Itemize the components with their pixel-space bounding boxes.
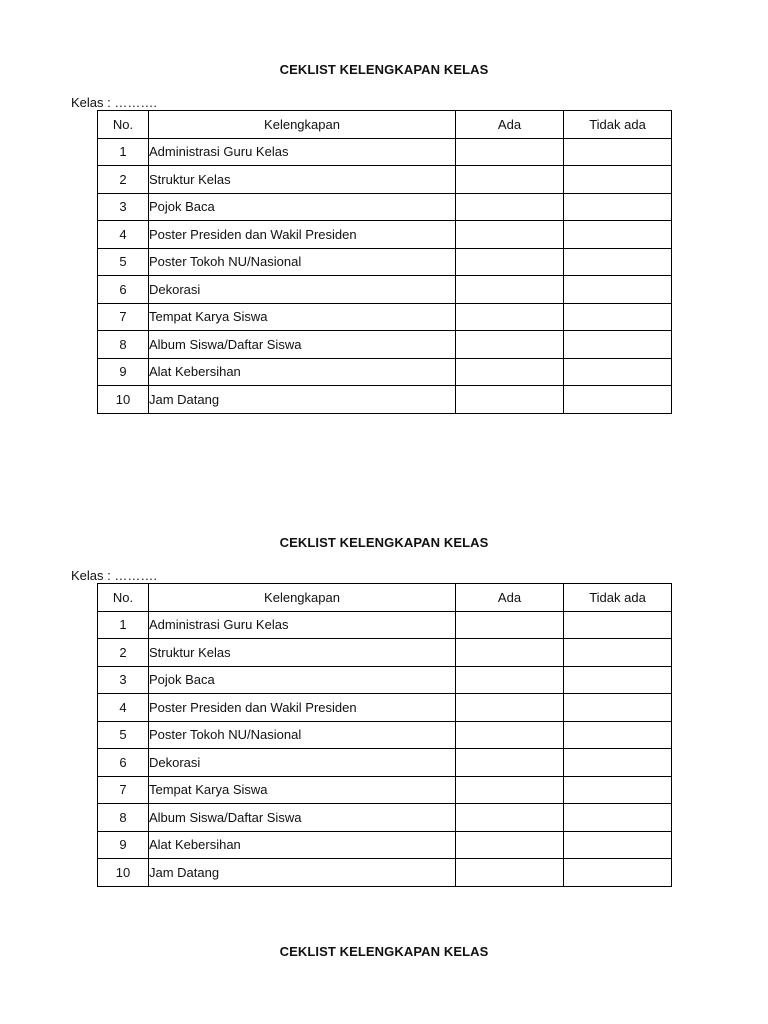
row-item: Album Siswa/Daftar Siswa <box>149 804 456 832</box>
table-row <box>98 303 672 331</box>
header-no: No. <box>98 584 149 612</box>
ada-cell[interactable] <box>456 611 564 639</box>
ada-cell[interactable] <box>456 639 564 667</box>
ada-cell[interactable] <box>456 386 564 414</box>
row-number: 3 <box>98 193 149 221</box>
row-number: 2 <box>98 166 149 194</box>
ada-cell[interactable] <box>456 831 564 859</box>
table-row <box>98 749 672 777</box>
tidak-ada-cell[interactable] <box>564 166 672 194</box>
header-no: No. <box>98 111 149 139</box>
table-row <box>98 639 672 667</box>
row-number: 5 <box>98 248 149 276</box>
row-item: Dekorasi <box>149 276 456 304</box>
tidak-ada-cell[interactable] <box>564 776 672 804</box>
ada-cell[interactable] <box>456 303 564 331</box>
table-row <box>98 193 672 221</box>
header-ada: Ada <box>456 584 564 612</box>
tidak-ada-cell[interactable] <box>564 611 672 639</box>
row-number: 9 <box>98 358 149 386</box>
table-row <box>98 331 672 359</box>
row-number: 7 <box>98 303 149 331</box>
row-item: Poster Presiden dan Wakil Presiden <box>149 694 456 722</box>
tidak-ada-cell[interactable] <box>564 694 672 722</box>
row-number: 2 <box>98 639 149 667</box>
row-number: 10 <box>98 386 149 414</box>
ada-cell[interactable] <box>456 221 564 249</box>
table-row <box>98 138 672 166</box>
row-item: Album Siswa/Daftar Siswa <box>149 331 456 359</box>
kelas-label: Kelas : ………. <box>71 95 157 110</box>
ada-cell[interactable] <box>456 666 564 694</box>
row-item: Jam Datang <box>149 386 456 414</box>
tidak-ada-cell[interactable] <box>564 248 672 276</box>
row-item: Tempat Karya Siswa <box>149 303 456 331</box>
ada-cell[interactable] <box>456 166 564 194</box>
row-number: 7 <box>98 776 149 804</box>
tidak-ada-cell[interactable] <box>564 804 672 832</box>
kelas-label: Kelas : ………. <box>71 568 157 583</box>
form-title: CEKLIST KELENGKAPAN KELAS <box>279 944 489 959</box>
table-row <box>98 358 672 386</box>
ada-cell[interactable] <box>456 358 564 386</box>
table-row <box>98 276 672 304</box>
row-number: 4 <box>98 694 149 722</box>
ada-cell[interactable] <box>456 193 564 221</box>
tidak-ada-cell[interactable] <box>564 276 672 304</box>
tidak-ada-cell[interactable] <box>564 831 672 859</box>
tidak-ada-cell[interactable] <box>564 386 672 414</box>
ada-cell[interactable] <box>456 721 564 749</box>
row-item: Struktur Kelas <box>149 166 456 194</box>
ada-cell[interactable] <box>456 138 564 166</box>
table-row <box>98 611 672 639</box>
row-item: Poster Presiden dan Wakil Presiden <box>149 221 456 249</box>
tidak-ada-cell[interactable] <box>564 193 672 221</box>
table-row <box>98 859 672 887</box>
ada-cell[interactable] <box>456 804 564 832</box>
tidak-ada-cell[interactable] <box>564 221 672 249</box>
form-title: CEKLIST KELENGKAPAN KELAS <box>279 62 489 77</box>
row-item: Jam Datang <box>149 859 456 887</box>
ada-cell[interactable] <box>456 248 564 276</box>
tidak-ada-cell[interactable] <box>564 358 672 386</box>
row-item: Alat Kebersihan <box>149 831 456 859</box>
ada-cell[interactable] <box>456 859 564 887</box>
ada-cell[interactable] <box>456 694 564 722</box>
table-row <box>98 776 672 804</box>
table-row <box>98 804 672 832</box>
tidak-ada-cell[interactable] <box>564 666 672 694</box>
table-row <box>98 386 672 414</box>
row-item: Pojok Baca <box>149 193 456 221</box>
row-number: 6 <box>98 276 149 304</box>
row-item: Administrasi Guru Kelas <box>149 138 456 166</box>
tidak-ada-cell[interactable] <box>564 138 672 166</box>
row-number: 3 <box>98 666 149 694</box>
form-title: CEKLIST KELENGKAPAN KELAS <box>279 535 489 550</box>
header-tidak-ada: Tidak ada <box>564 584 672 612</box>
ada-cell[interactable] <box>456 749 564 777</box>
table-row <box>98 166 672 194</box>
row-item: Administrasi Guru Kelas <box>149 611 456 639</box>
row-item: Alat Kebersihan <box>149 358 456 386</box>
ada-cell[interactable] <box>456 276 564 304</box>
tidak-ada-cell[interactable] <box>564 639 672 667</box>
table-row <box>98 221 672 249</box>
row-number: 1 <box>98 138 149 166</box>
checklist-table <box>97 583 672 887</box>
table-row <box>98 666 672 694</box>
row-number: 9 <box>98 831 149 859</box>
row-number: 5 <box>98 721 149 749</box>
table-header-row <box>98 584 672 612</box>
table-row <box>98 721 672 749</box>
tidak-ada-cell[interactable] <box>564 721 672 749</box>
row-item: Tempat Karya Siswa <box>149 776 456 804</box>
header-ada: Ada <box>456 111 564 139</box>
row-number: 8 <box>98 331 149 359</box>
tidak-ada-cell[interactable] <box>564 331 672 359</box>
tidak-ada-cell[interactable] <box>564 749 672 777</box>
row-item: Pojok Baca <box>149 666 456 694</box>
table-row <box>98 248 672 276</box>
row-item: Poster Tokoh NU/Nasional <box>149 721 456 749</box>
row-number: 10 <box>98 859 149 887</box>
row-number: 6 <box>98 749 149 777</box>
checklist-table <box>97 110 672 414</box>
ada-cell[interactable] <box>456 776 564 804</box>
table-header-row <box>98 111 672 139</box>
table-row <box>98 831 672 859</box>
row-item: Poster Tokoh NU/Nasional <box>149 248 456 276</box>
row-number: 4 <box>98 221 149 249</box>
row-number: 1 <box>98 611 149 639</box>
row-number: 8 <box>98 804 149 832</box>
header-tidak-ada: Tidak ada <box>564 111 672 139</box>
header-kelengkapan: Kelengkapan <box>149 111 456 139</box>
row-item: Struktur Kelas <box>149 639 456 667</box>
tidak-ada-cell[interactable] <box>564 859 672 887</box>
table-row <box>98 694 672 722</box>
tidak-ada-cell[interactable] <box>564 303 672 331</box>
header-kelengkapan: Kelengkapan <box>149 584 456 612</box>
row-item: Dekorasi <box>149 749 456 777</box>
ada-cell[interactable] <box>456 331 564 359</box>
